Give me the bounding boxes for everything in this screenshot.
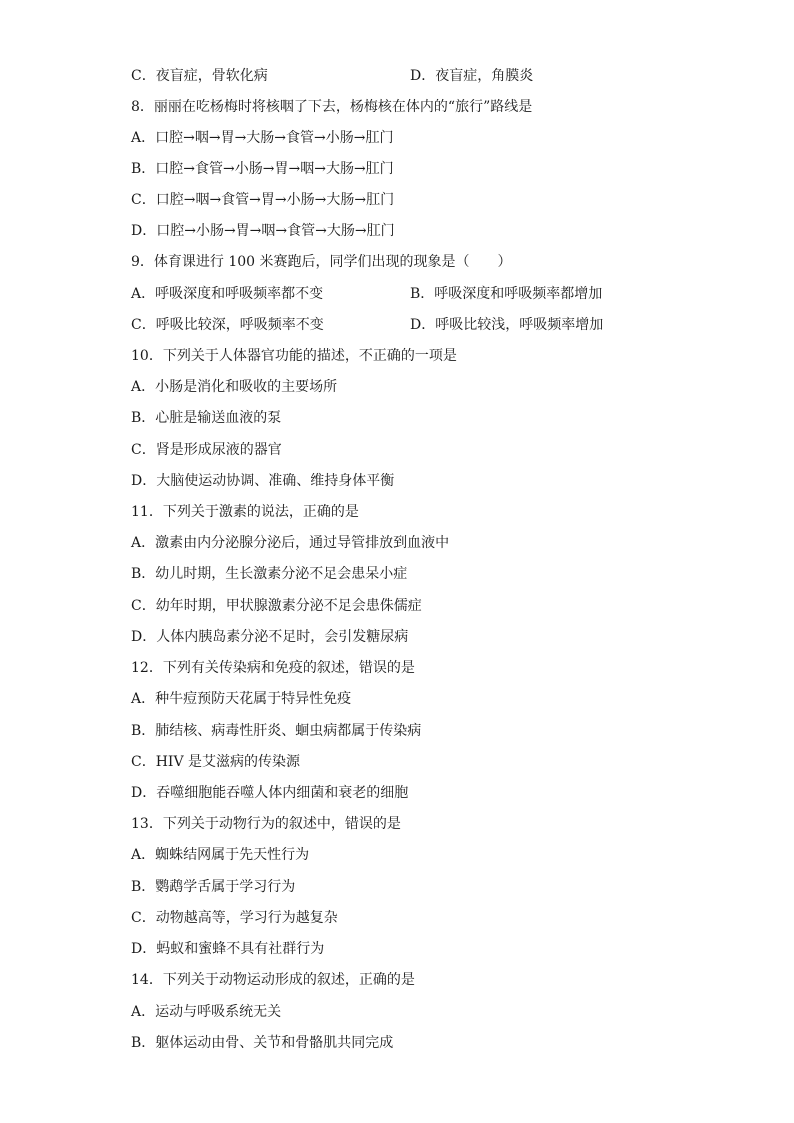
question-14: 14．下列关于动物运动形成的叙述，正确的是 — [131, 972, 415, 988]
option-12c: C．HIV 是艾滋病的传染源 — [131, 754, 301, 770]
option-11d: D．人体内胰岛素分泌不足时，会引发糖尿病 — [131, 629, 409, 645]
option-9c: C．呼吸比较深，呼吸频率不变 — [131, 317, 324, 333]
option-14a: A．运动与呼吸系统无关 — [131, 1004, 282, 1020]
option-12b: B．肺结核、病毒性肝炎、蛔虫病都属于传染病 — [131, 723, 422, 739]
option-10c: C．肾是形成尿液的器官 — [131, 442, 282, 458]
option-13b: B．鹦鹉学舌属于学习行为 — [131, 879, 296, 895]
option-13a: A．蜘蛛结网属于先天性行为 — [131, 847, 310, 863]
option-11b: B．幼儿时期，生长激素分泌不足会患呆小症 — [131, 566, 408, 582]
option-14b: B．躯体运动由骨、关节和骨骼肌共同完成 — [131, 1035, 394, 1051]
option-9b: B．呼吸深度和呼吸频率都增加 — [410, 286, 603, 302]
option-9d: D．呼吸比较浅，呼吸频率增加 — [410, 317, 604, 333]
question-10: 10．下列关于人体器官功能的描述，不正确的一项是 — [131, 348, 457, 364]
option-13c: C．动物越高等，学习行为越复杂 — [131, 910, 338, 926]
option-7c: C．夜盲症，骨软化病 — [131, 68, 268, 84]
option-8b: B．口腔→食管→小肠→胃→咽→大肠→肛门 — [131, 161, 394, 177]
question-11: 11．下列关于激素的说法，正确的是 — [131, 504, 359, 520]
option-10b: B．心脏是输送血液的泵 — [131, 410, 282, 426]
question-9: 9．体育课进行 100 米赛跑后，同学们出现的现象是（ ） — [131, 254, 512, 270]
option-12d: D．吞噬细胞能吞噬人体内细菌和衰老的细胞 — [131, 785, 409, 801]
option-8d: D．口腔→小肠→胃→咽→食管→大肠→肛门 — [131, 223, 395, 239]
question-13: 13．下列关于动物行为的叙述中，错误的是 — [131, 816, 401, 832]
question-8: 8．丽丽在吃杨梅时将核咽了下去，杨梅核在体内的“旅行”路线是 — [131, 99, 533, 115]
option-11c: C．幼年时期，甲状腺激素分泌不足会患侏儒症 — [131, 598, 422, 614]
option-11a: A．激素由内分泌腺分泌后，通过导管排放到血液中 — [131, 535, 450, 551]
option-10a: A．小肠是消化和吸收的主要场所 — [131, 379, 338, 395]
option-13d: D．蚂蚁和蜜蜂不具有社群行为 — [131, 941, 325, 957]
option-12a: A．种牛痘预防天花属于特异性免疫 — [131, 691, 352, 707]
option-8c: C．口腔→咽→食管→胃→小肠→大肠→肛门 — [131, 192, 395, 208]
question-12: 12．下列有关传染病和免疫的叙述，错误的是 — [131, 660, 415, 676]
option-8a: A．口腔→咽→胃→大肠→食管→小肠→肛门 — [131, 130, 394, 146]
option-7d: D．夜盲症，角膜炎 — [410, 68, 534, 84]
option-10d: D．大脑使运动协调、准确、维持身体平衡 — [131, 473, 395, 489]
option-9a: A．呼吸深度和呼吸频率都不变 — [131, 286, 324, 302]
